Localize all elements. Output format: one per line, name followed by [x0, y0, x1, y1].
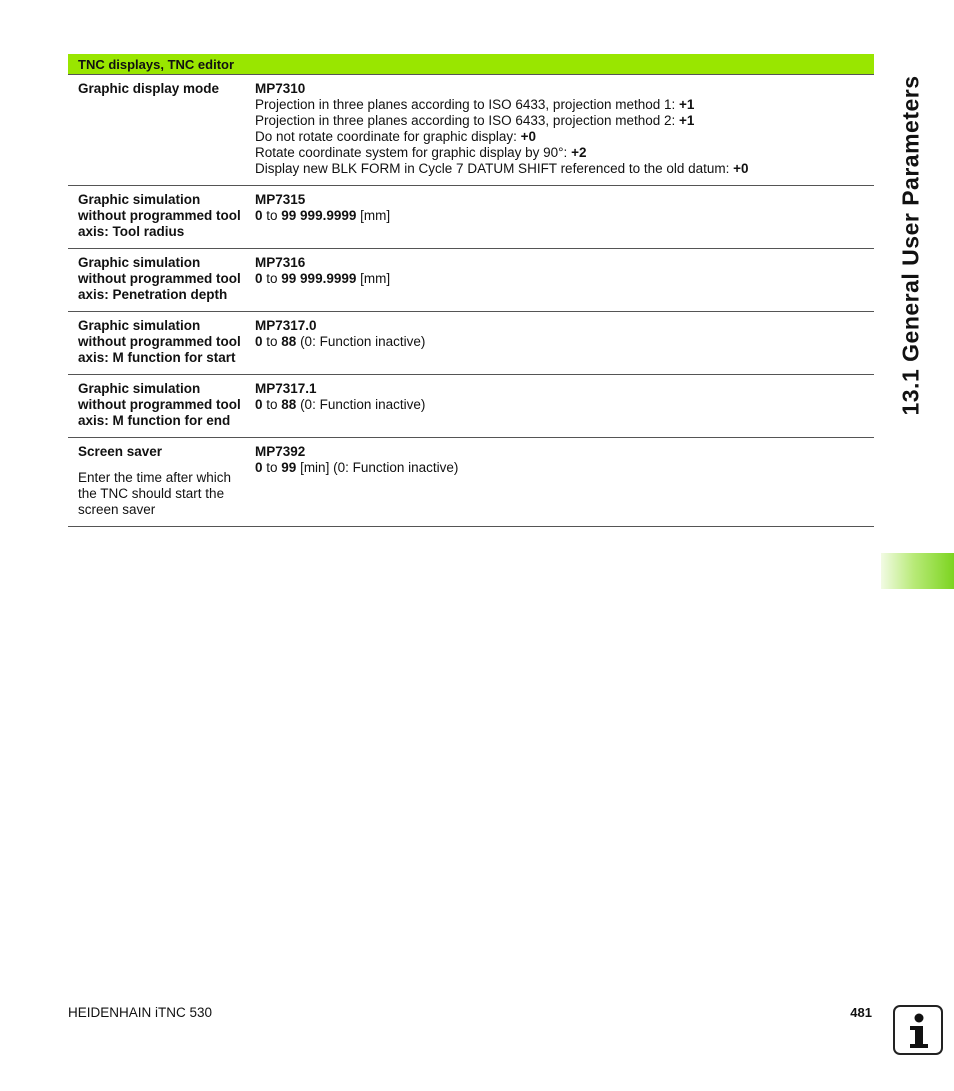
param-name: Graphic simulation without programmed tool axis: M function for end [78, 381, 241, 428]
param-name: Graphic display mode [78, 81, 220, 96]
mp-number: MP7316 [255, 255, 306, 270]
table-row [68, 75, 874, 186]
value-range: 0 to 99 999.9999 [mm] [255, 271, 391, 286]
chapter-tab-marker [881, 553, 954, 589]
value-line: Rotate coordinate system for graphic display by 90°: +2 [255, 145, 587, 160]
value-line: Projection in three planes according to ISO 6433, projection method 1: +1 [255, 97, 695, 112]
chapter-side-title [896, 74, 926, 416]
table-row [68, 312, 874, 375]
mp-number: MP7317.0 [255, 318, 317, 333]
value-line: Projection in three planes according to ISO 6433, projection method 2: +1 [255, 113, 695, 128]
mp-number: MP7315 [255, 192, 306, 207]
param-value [246, 438, 874, 526]
param-description: Enter the time after which the TNC should start the screen saver [78, 470, 232, 517]
param-value [246, 375, 874, 437]
table-row [68, 186, 874, 249]
param-value [246, 186, 874, 248]
value-range: 0 to 99 999.9999 [mm] [255, 208, 391, 223]
param-name: Graphic simulation without programmed tool axis: M function for start [78, 318, 241, 365]
value-range: 0 to 88 (0: Function inactive) [255, 334, 426, 349]
mp-number: MP7310 [255, 81, 306, 96]
param-value [246, 249, 874, 311]
value-line: Do not rotate coordinate for graphic display: +0 [255, 129, 537, 144]
table-header: TNC displays, TNC editor [68, 54, 874, 75]
value-line: Display new BLK FORM in Cycle 7 DATUM SHIFT referenced to the old datum: +0 [255, 161, 749, 176]
table-row [68, 438, 874, 527]
info-icon [893, 1005, 943, 1055]
value-range: 0 to 88 (0: Function inactive) [255, 397, 426, 412]
param-name: Graphic simulation without programmed tool axis: Penetration depth [78, 255, 241, 302]
footer-product: HEIDENHAIN iTNC 530 [68, 1005, 213, 1020]
param-name: Graphic simulation without programmed tool axis: Tool radius [78, 192, 241, 239]
value-range: 0 to 99 [min] (0: Function inactive) [255, 460, 459, 475]
page-number: 481 [850, 1005, 872, 1020]
table-row [68, 249, 874, 312]
chapter-title-text: 13.1 General User Parameters [897, 74, 924, 416]
parameter-table [68, 54, 874, 527]
mp-number: MP7317.1 [255, 381, 317, 396]
mp-number: MP7392 [255, 444, 306, 459]
param-value [246, 312, 874, 374]
param-name: Screen saver [78, 444, 163, 459]
table-row [68, 375, 874, 438]
param-name-cell [68, 438, 246, 526]
param-value [246, 75, 874, 185]
